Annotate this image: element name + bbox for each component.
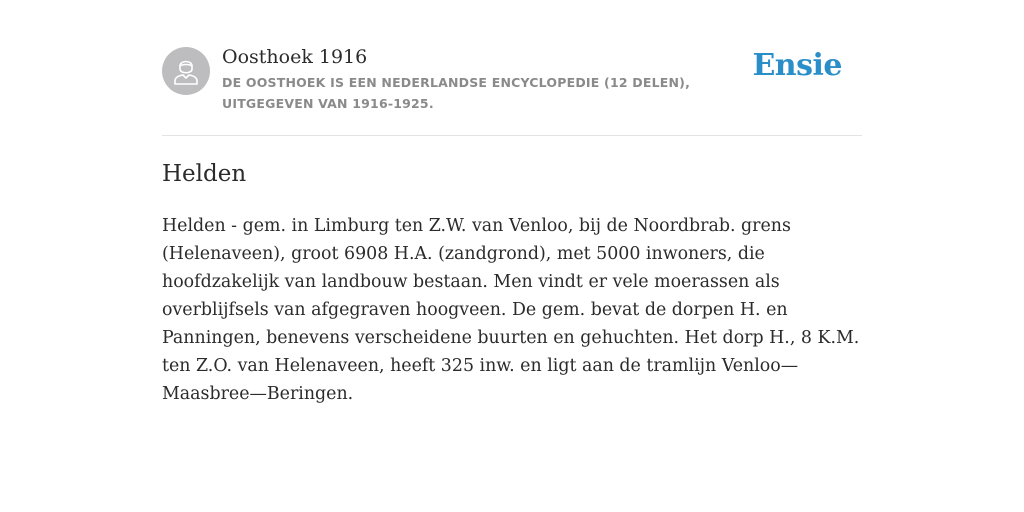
- user-icon: [172, 56, 200, 86]
- entry-title: Helden: [162, 161, 247, 187]
- source-info: [222, 44, 762, 114]
- entry-body: Helden - gem. in Limburg ten Z.W. van Venloo, bij de Noordbrab. grens (Helenaveen), groot 6908 H.A. (zandgrond), met 5000 inwoners, die hoofdzakelijk van landbouw bestaan. Men vindt er vele moerassen als overblijfsels van afgegraven hoogveen. De gem. bevat de dorpen H. en Panningen, benevens verscheidene buurten en gehuchten. Het dorp H., 8 K.M. ten Z.O. van Helenaveen, heeft 325 inw. en ligt aan de tramlijn Venloo—Maasbree—Beringen.: [162, 216, 860, 404]
- divider: [162, 135, 862, 136]
- ensie-logo[interactable]: Ensie: [752, 48, 842, 83]
- source-header: [162, 44, 862, 116]
- source-description: DE OOSTHOEK IS EEN NEDERLANDSE ENCYCLOPEDIE (12 DELEN), UITGEGEVEN VAN 1916-1925.: [222, 75, 691, 111]
- source-title[interactable]: Oosthoek 1916: [222, 46, 368, 68]
- source-avatar[interactable]: [162, 47, 210, 95]
